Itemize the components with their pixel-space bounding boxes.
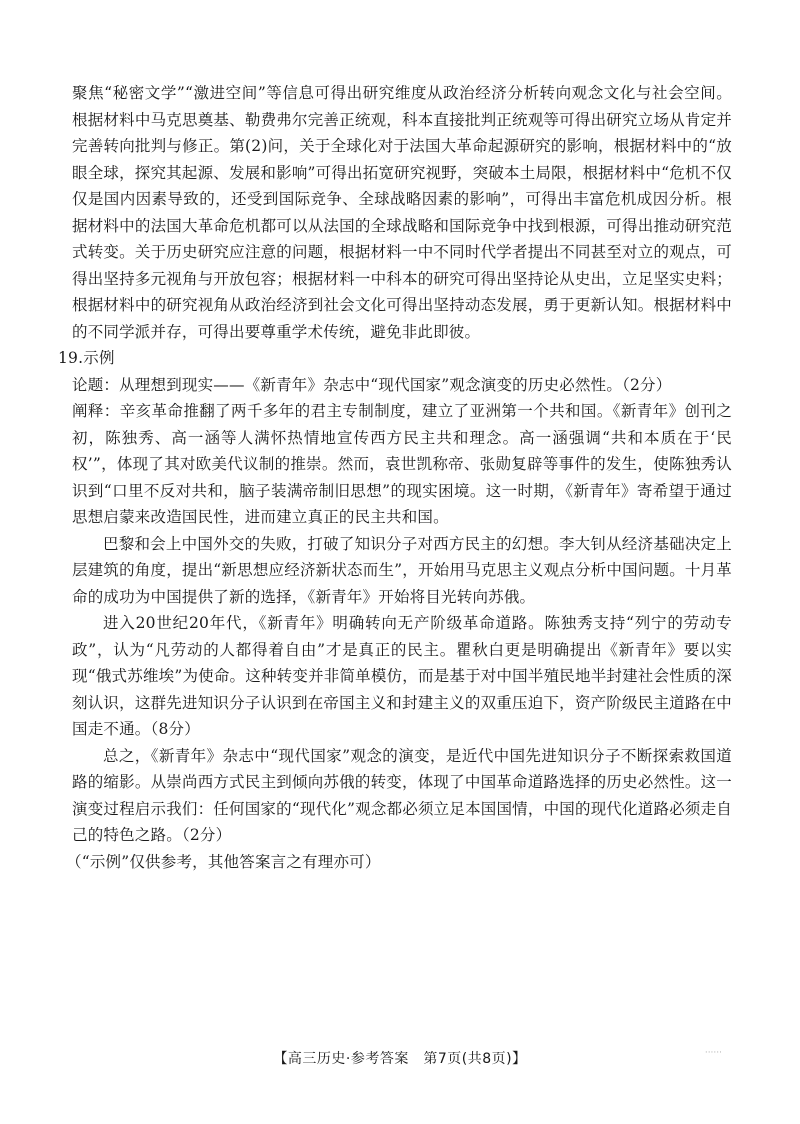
question-label: 示例 — [83, 349, 115, 367]
question-19-header — [58, 345, 732, 372]
question-number: 19. — [58, 349, 84, 367]
page-footer: 【高三历史·参考答案 第7页(共8页)】 — [273, 1051, 527, 1067]
answer-page — [58, 80, 732, 875]
explanation-paragraph-1: 阐释：辛亥革命推翻了两千多年的君主专制制度，建立了亚洲第一个共和国。《新青年》创刊之初，陈独秀、高一涵等人满怀热情地宣传西方民主共和理念。高一涵强调“共和本质在于‘民权’”，体现了其对欧美代议制的推崇。然而，袁世凯称帝、张勋复辟等事件的发生，使陈独秀认识到“口里不反对共和，脑子装满帝制旧思想”的现实困境。这一时期，《新青年》寄希望于通过思想启蒙来改造国民性，进而建立真正的民主共和国。 — [72, 402, 732, 526]
explanation-paragraph-3: 进入20世纪20年代，《新青年》明确转向无产阶级革命道路。陈独秀支持“列宁的劳动专政”，认为“凡劳动的人都得着自由”才是真正的民主。瞿秋白更是明确提出《新青年》要以实现“俄式苏维埃”为使命。这种转变并非简单模仿，而是基于对中国半殖民地半封建社会性质的深刻认识，这群先进知识分子认识到在帝国主义和封建主义的双重压迫下，资产阶级民主道路在中国走不通。（8分） — [72, 614, 732, 738]
continuation-paragraph: 聚焦“秘密文学”“激进空间”等信息可得出研究维度从政治经济分析转向观念文化与社会空间。根据材料中马克思奠基、勒费弗尔完善正统观，科本直接批判正统观等可得出研究立场从肯定并完善转向批判与修正。第(2)问，关于全球化对于法国大革命起源研究的影响，根据材料中的“放眼全球，探究其起源、发展和影响”可得出拓宽研究视野，突破本土局限，根据材料中“危机不仅仅是国内因素导致的，还受到国际竞争、全球战略因素的影响”，可得出丰富危机成因分析。根据材料中的法国大革命危机都可以从法国的全球战略和国际竞争中找到根源，可得出推动研究范式转变。关于历史研究应注意的问题，根据材料一中不同时代学者提出不同甚至对立的观点，可得出坚持多元视角与开放包容；根据材料一中科本的研究可得出坚持论从史出，立足坚实史料；根据材料中的研究视角从政治经济到社会文化可得出坚持动态发展，勇于更新认知。根据材料中的不同学派并存，可得出要尊重学术传统，避免非此即彼。 — [72, 84, 732, 341]
thesis-line: 论题：从理想到现实——《新青年》杂志中“现代国家”观念演变的历史必然性。（2分） — [72, 375, 672, 394]
scan-mark: ······ — [704, 1048, 722, 1058]
explanation-paragraph-2: 巴黎和会上中国外交的失败，打破了知识分子对西方民主的幻想。李大钊从经济基础决定上层建筑的角度，提出“新思想应经济新状态而生”，开始用马克思主义观点分析中国问题。十月革命的成功为中国提供了新的选择，《新青年》开始将目光转向苏俄。 — [72, 534, 732, 606]
conclusion-paragraph: 总之，《新青年》杂志中“现代国家”观念的演变，是近代中国先进知识分子不断探索救国道路的缩影。从崇尚西方式民主到倾向苏俄的转变，体现了中国革命道路选择的历史必然性。这一演变过程启示我们：任何国家的“现代化”观念都必须立足本国国情，中国的现代化道路必须走自己的特色之路。（2分） — [72, 746, 732, 844]
answer-note: （“示例”仅供参考，其他答案言之有理亦可） — [66, 852, 381, 871]
